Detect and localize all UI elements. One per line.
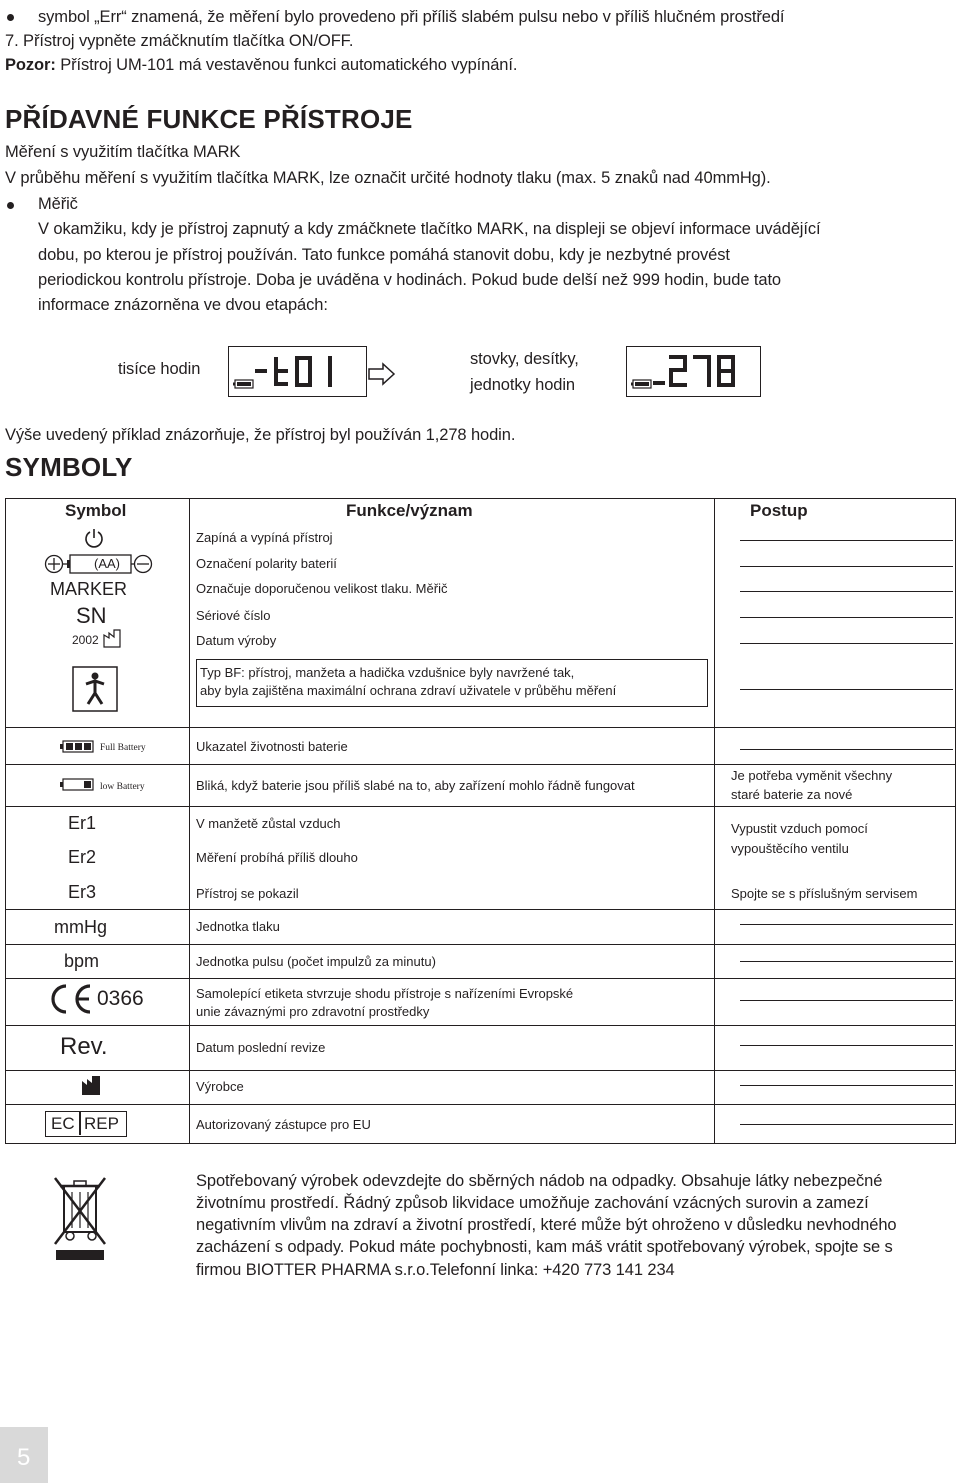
weee-bin-icon [52,1176,108,1267]
function-battery-life: Ukazatel životnosti baterie [196,739,348,754]
manufacture-year: 2002 [72,633,99,647]
table-divider [189,498,190,1144]
page-number: 5 [17,1444,31,1471]
procedure-blank [740,1124,953,1125]
procedure-blank [740,540,953,541]
function-bpm: Jednotka pulsu (počet impulzů za minutu) [196,954,436,969]
procedure-blank [740,749,953,750]
bullet [7,202,14,209]
table-divider [5,764,956,765]
procedure-blank [740,924,953,925]
battery-label: (AA) [94,556,120,571]
function-er2: Měření probíhá příliš dlouho [196,850,358,865]
meter-heading: Měřič [38,195,78,213]
low-battery-icon [60,778,160,796]
arrow-right-icon [367,362,397,391]
header-procedure: Postup [750,501,808,520]
meter-para-1: V okamžiku, kdy je přístroj zapnutý a kdy zmáčknete tlačítko MARK, na displeji se objeví informace uvádějící [38,220,821,238]
meter-para-4: informace znázorněna ve dvou etapách: [38,296,328,314]
function-mmhg: Jednotka tlaku [196,919,280,934]
ce-mark-icon [45,982,155,1016]
procedure-release-1: Vypustit vzduch pomocí [731,821,868,836]
bullet [7,14,14,21]
intro-warning [5,54,517,76]
table-divider [5,978,956,979]
ec-rep-icon [45,1111,127,1137]
revision-symbol: Rev. [60,1033,108,1060]
table-divider [5,1025,956,1026]
function-type-bf-2: aby byla zajištěna maximální ochrana zdraví uživatele v průběhu měření [200,683,617,698]
power-icon [84,528,104,553]
procedure-release-2: vypouštěcího ventilu [731,841,849,856]
ec-label: EC [51,1114,75,1133]
procedure-service: Spojte se s příslušným servisem [731,886,918,901]
function-er1: V manžetě zůstal vzduch [196,816,341,831]
meter-para-2: dobu, po kterou je přístroj používán. Tato funkce pomáhá stanovit dobu, kdy je nezbytné provést [38,246,730,264]
ce-letters [45,982,95,1016]
procedure-blank [740,617,953,618]
disposal-line-3: negativním vlivům na zdraví a životní prostředí, které může být ohroženo v důsledku nevhodného [196,1216,897,1234]
procedure-blank [740,689,953,690]
battery-shape [60,740,96,754]
lcd-display-thousands [228,346,367,397]
full-battery-icon [60,740,160,758]
header-symbol: Symbol [65,501,127,520]
procedure-blank [740,961,953,962]
low-battery-label: low Battery [100,782,145,792]
function-low-battery: Bliká, když baterie jsou příliš slabé na to, aby zařízení mohlo řádně fungovat [196,778,635,793]
meter-para-3: periodickou kontrolu přístroje. Doba je uváděna v hodinách. Pokud bude delší než 999 hodin, bude tato [38,271,782,289]
disposal-line-5: firmou BIOTTER PHARMA s.r.o.Telefonní linka: +420 773 141 234 [196,1261,675,1279]
table-divider [5,806,956,807]
procedure-blank [740,643,953,644]
marker-symbol: MARKER [50,579,128,599]
section-title-symbols: SYMBOLY [5,452,133,482]
full-battery-label: Full Battery [100,743,146,753]
example-text: Výše uvedený příklad znázorňuje, že přístroj byl používán 1,278 hodin. [5,426,516,444]
section-title-functions: PŘÍDAVNÉ FUNKCE PŘÍSTROJE [5,104,413,134]
header-function: Funkce/význam [346,501,473,520]
section-subtitle: Měření s využitím tlačítka MARK [5,143,241,161]
error-er3-symbol: Er3 [68,882,97,902]
function-marker: Označuje doporučenou velikost tlaku. Měřič [196,581,448,596]
function-er3: Přístroj se pokazil [196,886,299,901]
lcd-digits-t01 [229,347,366,396]
procedure-blank [740,1000,953,1001]
function-ec-rep: Autorizovaný zástupce pro EU [196,1117,371,1132]
mark-description: V průběhu měření s využitím tlačítka MARK, lze označit určité hodnoty tlaku (max. 5 znaků nad 40mmHg). [5,169,771,187]
function-manufacturer: Výrobce [196,1079,244,1094]
disposal-line-4: zacházení s odpady. Pokud máte pochybnosti, kam máš vrátit spotřebovaný výrobek, spojte se s [196,1238,893,1256]
ec-rep-divider [79,1112,81,1135]
function-ce-1: Samolepící etiketa stvrzuje shodu přístroje s nařízeními Evropské [196,986,574,1001]
procedure-replace-1: Je potřeba vyměnit všechny [731,768,893,783]
page-number-box [0,1427,48,1483]
function-polarity: Označení polarity baterií [196,556,337,571]
function-type-bf-1: Typ BF: přístroj, manžeta a hadička vzdušnice byly navržené tak, [200,665,575,680]
disposal-line-1: Spotřebovaný výrobek odevzdejte do sběrných nádob na odpadky. Obsahuje látky nebezpečné [196,1172,883,1190]
table-divider [5,909,956,910]
table-divider [5,944,956,945]
procedure-blank [740,566,953,567]
rep-label: REP [84,1114,119,1133]
unit-mmhg-symbol: mmHg [54,917,107,937]
error-er1-symbol: Er1 [68,813,97,833]
intro-line: symbol „Err“ znamená, že měření bylo provedeno při příliš slabém pulsu nebo v příliš hlučném prostředí [38,8,785,26]
battery-polarity-icon [44,553,154,575]
unit-bpm-symbol: bpm [64,951,100,971]
table-divider [5,1104,956,1105]
function-ce-2: unie závaznými pro zdravotní prostředky [196,1004,430,1019]
table-divider [5,727,956,728]
disposal-line-2: životnímu prostředí. Řádný způsob likvidace umožňuje zachování vzácných surovin a zamezí [196,1194,869,1212]
warning-text: Přístroj UM-101 má vestavěnou funkci automatického vypínání. [55,56,518,74]
serial-number-symbol: SN [76,603,107,628]
battery-shape [60,778,96,792]
intro-step: 7. Přístroj vypněte zmáčknutím tlačítka ON/OFF. [5,32,354,50]
function-date: Datum výroby [196,633,277,648]
lcd-digits-278 [627,347,760,396]
table-divider [714,498,715,1144]
table-divider [5,1070,956,1071]
warning-label: Pozor: [5,56,56,74]
notified-body-number: 0366 [97,987,144,1010]
function-power: Zapíná a vypíná přístroj [196,530,333,545]
label-thousands: tisíce hodin [118,360,201,378]
procedure-blank [740,591,953,592]
function-serial: Sériové číslo [196,608,271,623]
function-revision: Datum poslední revize [196,1040,326,1055]
type-bf-icon [72,666,118,717]
manufacturer-icon [81,1076,101,1101]
label-hundreds: stovky, desítky, [470,350,579,368]
procedure-replace-2: staré baterie za nové [731,787,853,802]
lcd-display-hours [626,346,761,397]
date-of-manufacture-icon [72,629,122,651]
label-units: jednotky hodin [470,376,576,394]
error-er2-symbol: Er2 [68,847,97,867]
procedure-blank [740,1085,953,1086]
procedure-blank [740,1045,953,1046]
